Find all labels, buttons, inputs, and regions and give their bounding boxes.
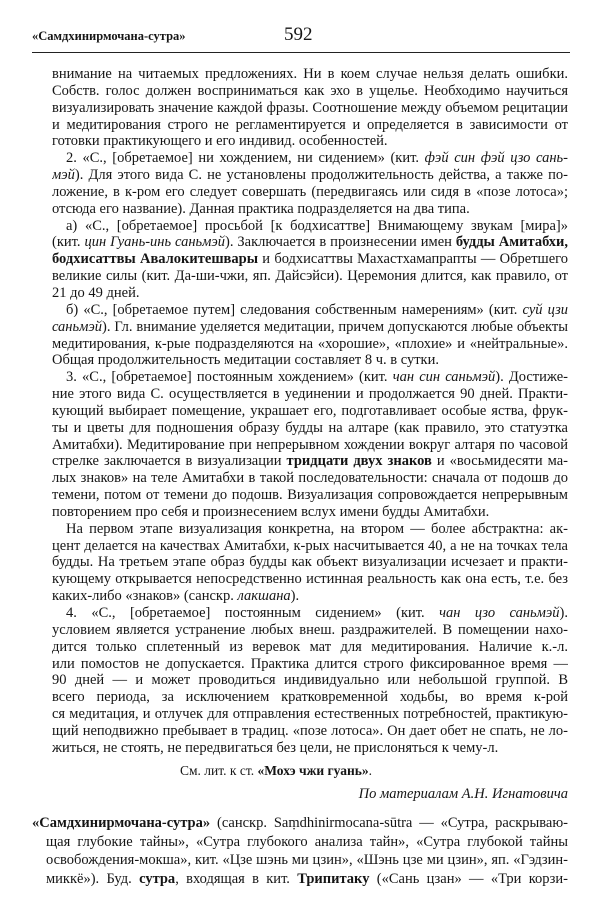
text-segment: Общая продолжительность медитации составляет 8 ч. в сутки. — [52, 352, 439, 369]
paragraph — [52, 521, 568, 605]
text-line — [52, 672, 568, 689]
italic-term: лакшана — [237, 588, 291, 605]
bold-term: сутра — [139, 871, 176, 888]
text-line — [52, 706, 568, 723]
see-also-link[interactable]: «Мохэ чжи гуань» — [257, 763, 369, 778]
text-line — [52, 554, 568, 571]
text-segment: отсюда его название). Данная практика подразделяется на два типа. — [52, 200, 470, 217]
text-segment: 90 дней — и может проводиться индивидуально или небольшой группой. В — [52, 672, 568, 689]
next-entry — [32, 814, 568, 889]
text-line — [52, 453, 568, 470]
bold-term: «Самдхинирмочана-сутра» — [32, 815, 211, 831]
author-credit: По материалам А.Н. Игнатовича — [358, 786, 568, 802]
italic-term: фэй син фэй цзо сань- — [424, 150, 568, 167]
text-segment: стрелке заключается в визуализации — [52, 453, 287, 470]
paragraph — [52, 369, 568, 521]
italic-term: чан цзо саньмэй — [439, 605, 560, 621]
text-line — [52, 302, 568, 319]
text-segment: , входящая в кит. — [175, 871, 298, 888]
text-line — [32, 833, 568, 852]
text-segment: а) «С., [обретаемое] просьбой [к бодхисаттве] Внимающему звукам [мира]» — [66, 217, 568, 234]
text-segment: всего периода, за исключением кратковременной ходьбы, во время к-рой — [52, 689, 568, 706]
bold-term: Трипитаку — [297, 871, 370, 888]
text-segment: щий неподвижно пребывает в традиц. «позе лотоса». Он дает обет не спать, не ло- — [52, 722, 568, 739]
text-line — [52, 234, 568, 251]
text-segment: цент делается на качествах Амитабхи, к-рых насчитывается 40, а не на точках тела — [52, 537, 568, 554]
text-segment: или помостов не допускается. Практика длится строго фиксированное время — — [52, 655, 568, 672]
see-also-prefix: См. лит. к ст. — [180, 763, 258, 778]
text-segment: ). Гл. внимание уделяется медитации, причем допускаются любые объекты — [102, 318, 568, 335]
text-segment: Амитабхи). Медитирование при непрерывном хождении вокруг алтаря по часовой — [52, 436, 568, 453]
text-line — [52, 66, 568, 83]
text-segment: («Сань цзан» — «Три корзи- — [369, 871, 568, 888]
bold-term: тридцати двух знаков — [286, 453, 432, 470]
text-segment: готовки практикующего и его индивид. особенностей. — [52, 133, 388, 150]
see-also-reference — [180, 763, 372, 779]
paragraph — [52, 605, 568, 757]
text-line — [52, 538, 568, 555]
italic-term: саньмэй — [52, 318, 102, 335]
text-line — [52, 133, 568, 150]
text-line — [52, 352, 568, 369]
text-segment: лых знаков» на теле Амитабхи в такой последовательности: сначала от подошв до — [52, 470, 568, 487]
text-line — [52, 285, 568, 302]
text-line — [52, 521, 568, 538]
italic-term: чан син саньмэй — [392, 369, 496, 386]
text-segment: темени, потом от темени до подошв. Визуализация сопровождается непрерывным — [52, 487, 568, 504]
italic-term: мэй — [52, 167, 75, 184]
paragraph — [52, 66, 568, 150]
article-body — [52, 66, 568, 757]
text-segment: будды. На третьем этапе образ будды как объект визуализации исчезает и практи- — [52, 554, 568, 571]
bold-term: бодхисаттвы Авалокитешвары — [52, 251, 259, 268]
text-segment: медитирования, к-рые подразделяются на «хорошие», «плохие» и «нейтральные». — [52, 335, 568, 352]
text-line — [52, 369, 568, 386]
text-line — [52, 639, 568, 656]
text-segment: житься, не стоять, не передвигаться без цели, не прислоняться к чему-л. — [52, 739, 499, 756]
text-line — [52, 167, 568, 184]
text-segment: ). Достиже- — [495, 369, 568, 386]
text-line — [52, 504, 568, 521]
text-segment: На первом этапе визуализация конкретна, на втором — более абстрактна: ак- — [66, 520, 568, 537]
text-segment: ты и цветы для подношения образу будды на алтаре (как правило, это статуэтка — [52, 419, 568, 436]
text-line — [52, 319, 568, 336]
text-segment: 4. «С., [обретаемое] постоянным сидением» (кит. — [66, 605, 440, 621]
text-line — [52, 588, 568, 605]
text-line — [52, 100, 568, 117]
text-line — [52, 740, 568, 757]
text-segment: кующий выбирает помещение, украшает его, подготавливает особые яства, фрук- — [52, 402, 568, 419]
text-segment: щая глубокие тайны», «Сутра глубокого анализа тайн», «Сутра глубокой тайны — [46, 833, 568, 850]
text-segment: (кит. — [52, 234, 85, 251]
text-line — [52, 201, 568, 218]
text-segment: ). — [290, 588, 300, 605]
text-line — [32, 870, 568, 889]
text-line — [52, 218, 568, 235]
paragraph — [52, 150, 568, 217]
text-segment: ние этого вида С. осуществляется в уединении и продолжается 90 дней. Практи- — [52, 386, 568, 403]
text-segment: условием является устранение любых внеш. раздражителей. В помещении нахо- — [52, 621, 568, 638]
text-line — [52, 571, 568, 588]
text-segment: ). — [559, 605, 568, 621]
text-segment: миккё»). Буд. — [46, 871, 140, 888]
text-segment: ). Для этого вида С. не установлены продолжительность действа, а также по- — [74, 167, 568, 184]
text-segment: повторением про себя и произнесением вслух имени будды Амитабхи. — [52, 503, 490, 520]
text-line — [52, 420, 568, 437]
italic-term: суй цзи — [522, 301, 568, 318]
text-line — [52, 605, 568, 622]
running-title: «Самдхинирмочана-сутра» — [32, 29, 186, 43]
text-line — [52, 622, 568, 639]
text-line — [52, 251, 568, 268]
text-line — [52, 83, 568, 100]
paragraph — [52, 302, 568, 369]
text-line — [52, 268, 568, 285]
text-segment: ложение, в к-ром его следует совершать (передвигаясь или сидя в «позе лотоса»; — [52, 183, 568, 200]
text-segment: и бодхисаттвы Махастхамапрапты — Обретшего — [258, 251, 568, 268]
text-line — [52, 117, 568, 134]
text-line — [32, 851, 568, 870]
italic-term: цин Гуань-инь саньмэй — [84, 234, 226, 251]
page-number: 592 — [284, 24, 313, 45]
text-segment: Собств. голос должен восприниматься как эхо в ущелье. Необходимо научиться — [52, 82, 568, 99]
text-line — [52, 386, 568, 403]
text-segment: великие силы (кит. Да-ши-чжи, яп. Дайсэйси). Церемония длится, как правило, от — [52, 268, 568, 285]
text-segment: б) «С., [обретаемое путем] следования собственным намерениям» (кит. — [66, 301, 523, 318]
text-line — [32, 814, 568, 833]
bold-term: будды Амитабхи, — [455, 234, 568, 251]
header-rule — [32, 52, 570, 53]
text-segment: дится только сплетенный из веревок мат для медитирования. Наличие к.-л. — [52, 638, 568, 655]
paragraph — [52, 218, 568, 302]
text-segment: внимание на читаемых предложениях. Ни в коем случае нельзя делать ошибки. — [52, 66, 568, 82]
text-line — [52, 437, 568, 454]
text-segment: ). Заключается в произнесении имен — [225, 234, 456, 251]
text-segment: визуализировать значение каждой фразы. Соотношение между объемом рецитации — [52, 99, 568, 116]
text-line — [52, 470, 568, 487]
text-segment: 21 до 49 дней. — [52, 284, 140, 301]
text-segment: и «восьмидесяти ма- — [431, 453, 568, 470]
text-line — [52, 656, 568, 673]
text-line — [52, 689, 568, 706]
text-line — [52, 723, 568, 740]
text-line — [52, 150, 568, 167]
text-segment: освобождения-мокша», кит. «Цзе шэнь ми цзин», «Шэнь цзе ми цзин», яп. «Гэдзин- — [46, 852, 568, 869]
text-segment: кующему открывается непосредственно истинная реальность как она есть, т.е. без — [52, 571, 568, 588]
text-line — [52, 184, 568, 201]
text-line — [52, 487, 568, 504]
text-segment: и медитирования строго не регламентируется и определяется в зависимости от — [52, 116, 568, 133]
text-segment: (санскр. Saṃdhinirmocana-sūtra — «Сутра, раскрываю- — [210, 815, 568, 831]
text-segment: ся медитация, и отлучек для отправления естественных потребностей, практикую- — [52, 706, 568, 723]
text-line — [52, 403, 568, 420]
text-segment: 2. «С., [обретаемое] ни хождением, ни сидением» (кит. — [66, 150, 425, 167]
text-segment: 3. «С., [обретаемое] постоянным хождением» (кит. — [66, 369, 393, 386]
see-also-suffix: . — [368, 763, 373, 778]
text-segment: каких-либо «знаков» (санскр. — [52, 588, 238, 605]
text-line — [52, 336, 568, 353]
